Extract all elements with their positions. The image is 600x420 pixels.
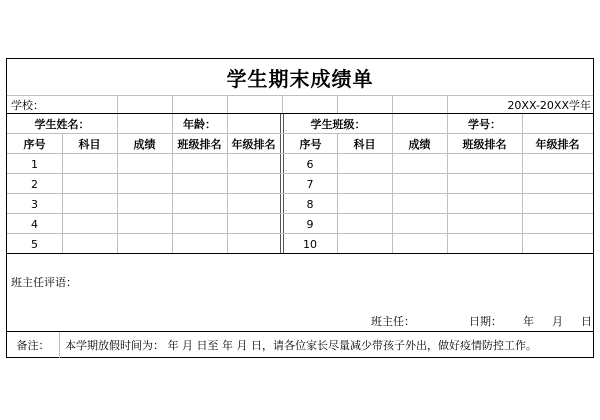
- student-info-row: [7, 113, 593, 134]
- comment-row: [7, 253, 593, 310]
- row-number-left: 4: [31, 217, 38, 231]
- row-number-left: 2: [31, 177, 38, 191]
- row-number-right: 7: [306, 177, 314, 191]
- header-grade-rank-right: 年级排名: [535, 138, 580, 151]
- school-row: [7, 95, 593, 114]
- comment-label: 班主任评语：: [11, 276, 77, 289]
- school-year: 20XX-20XX学年: [507, 99, 591, 112]
- table-row: [7, 193, 593, 214]
- header-class-rank: 班级排名: [177, 138, 222, 151]
- row-number-left: 3: [31, 197, 38, 211]
- header-class-rank-right: 班级排名: [462, 138, 507, 151]
- table-row: [7, 153, 593, 174]
- header-score-right: 成绩: [408, 138, 431, 151]
- table-row: [7, 173, 593, 194]
- table-row: [7, 213, 593, 234]
- header-score: 成绩: [133, 138, 156, 151]
- row-number-left: 5: [31, 237, 38, 251]
- grades-header-row: [7, 133, 593, 154]
- row-number-left: 1: [31, 157, 38, 171]
- row-number-right: 10: [303, 237, 317, 251]
- signature-row: [7, 309, 593, 331]
- date-month: 月: [552, 315, 563, 328]
- row-number-right: 9: [306, 217, 314, 231]
- note-row: [7, 331, 593, 358]
- table-row: [7, 233, 593, 254]
- student-class-label: 学生班级：: [310, 118, 366, 131]
- report-card-sheet: [6, 58, 594, 358]
- header-seq-right: 序号: [299, 138, 322, 151]
- header-subject: 科目: [78, 138, 101, 151]
- student-name-label: 学生姓名：: [34, 118, 90, 131]
- age-label: 年龄：: [183, 118, 216, 131]
- row-number-right: 6: [306, 157, 314, 171]
- header-seq: 序号: [23, 138, 46, 151]
- page-title: 学生期末成绩单: [226, 66, 374, 91]
- row-number-right: 8: [306, 197, 314, 211]
- student-id-label: 学号：: [468, 118, 501, 131]
- date-day: 日: [581, 315, 592, 328]
- date-label: 日期：: [469, 315, 502, 328]
- header-grade-rank: 年级排名: [231, 138, 276, 151]
- teacher-label: 班主任：: [371, 315, 415, 328]
- date-year: 年: [523, 315, 534, 328]
- header-subject-right: 科目: [353, 138, 376, 151]
- note-label: 备注：: [16, 339, 50, 352]
- note-text: 本学期放假时间为： 年 月 日至 年 月 日，请各位家长尽量减少带孩子外出，做好疫情防控工作。: [65, 339, 537, 352]
- school-label: 学校：: [11, 99, 44, 112]
